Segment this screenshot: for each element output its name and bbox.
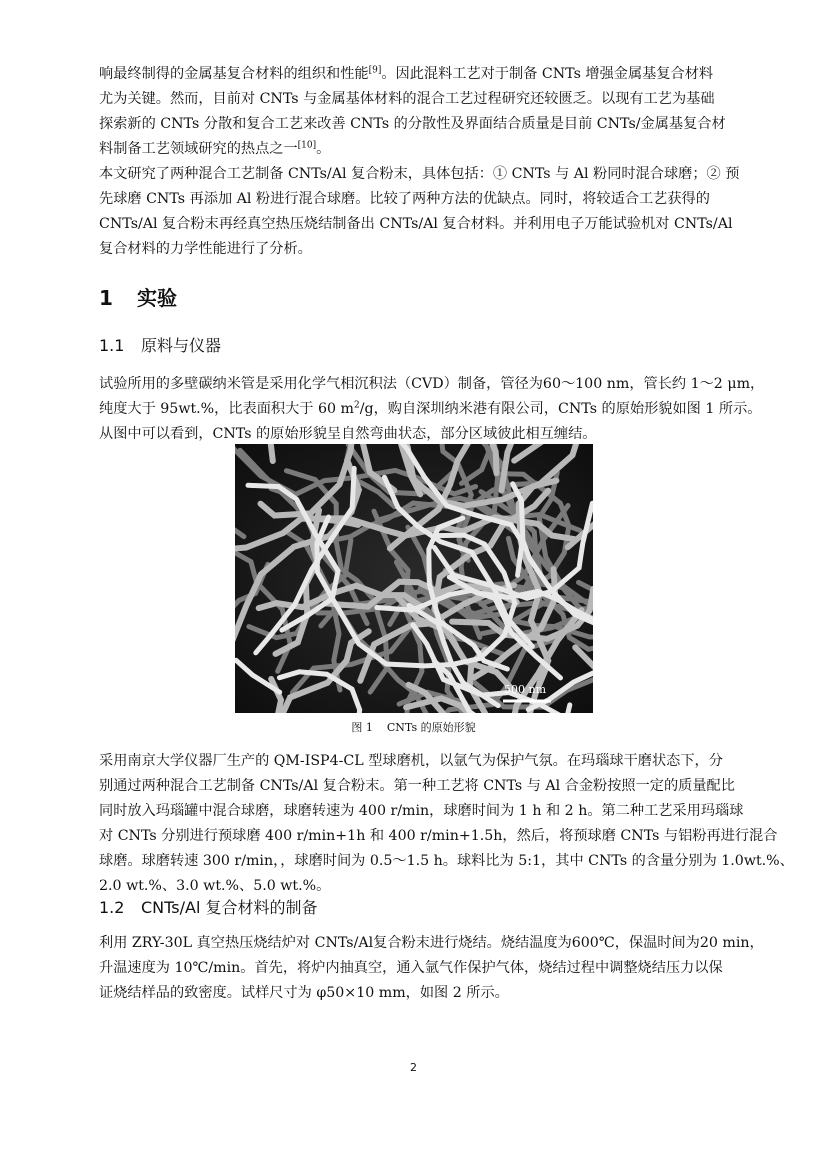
text-line: 先球磨 CNTs 再添加 Al 粉进行混合球磨。比较了两种方法的优缺点。同时，将较适合工艺获得的 [99, 191, 710, 207]
subsection-number: 1.1 [99, 336, 125, 355]
sem-micrograph [235, 444, 593, 713]
subsection-number: 1.2 [99, 898, 125, 917]
text-line: 探索新的 CNTs 分散和复合工艺来改善 CNTs 的分散性及界面结合质量是目前 CNTs/金属基复合材 [99, 116, 726, 132]
figure-caption [0, 719, 827, 735]
text-line: 别通过两种混合工艺制备 CNTs/Al 复合粉末。第一种工艺将 CNTs 与 Al 合金粉按照一定的质量配比 [99, 778, 735, 794]
text-line: 从图中可以看到，CNTs 的原始形貌呈自然弯曲状态，部分区域彼此相互缠结。 [99, 426, 597, 442]
subsection-heading [99, 333, 221, 356]
text-line: 本文研究了两种混合工艺制备 CNTs/Al 复合粉末，具体包括：① CNTs 与 Al 粉同时混合球磨；② 预 [99, 166, 740, 182]
text-line: 料制备工艺领域研究的热点之一[10]。 [99, 140, 331, 157]
subsection-title: 原料与仪器 [141, 336, 222, 355]
text-line: CNTs/Al 复合粉末再经真空热压烧结制备出 CNTs/Al 复合材料。并利用电子万能试验机对 CNTs/Al [99, 216, 733, 232]
text-line: 利用 ZRY-30L 真空热压烧结炉对 CNTs/Al复合粉末进行烧结。烧结温度为600℃，保温时间为20 min， [99, 935, 764, 951]
section-title: 实验 [137, 286, 177, 310]
text-line: 纯度大于 95wt.%，比表面积大于 60 $m^2/g$，购自深圳纳米港有限公司，CNTs 的原始形貌如图 1 所示。 [99, 400, 762, 417]
nanotube-texture [235, 444, 593, 713]
milling-paragraph [99, 749, 794, 899]
subsection-title: CNTs/Al 复合材料的制备 [141, 898, 318, 917]
figure-caption-text: CNTs 的原始形貌 [386, 721, 476, 734]
intro-paragraph [99, 62, 740, 262]
scale-bar-label: 500 nm [504, 683, 547, 696]
text-line: 采用南京大学仪器厂生产的 QM-ISP4-CL 型球磨机，以氩气为保护气氛。在玛瑙球干磨状态下，分 [99, 753, 723, 769]
text-line: 同时放入玛瑙罐中混合球磨，球磨转速为 400 r/min，球磨时间为 1 h 和 2 h。第二种工艺采用玛瑙球 [99, 803, 744, 819]
text-line: 2.0 wt.%、3.0 wt.%、5.0 wt.%。 [99, 878, 331, 894]
section-heading [99, 282, 177, 311]
materials-paragraph [99, 372, 765, 447]
citation-ref[interactable]: [10] [297, 140, 317, 151]
text-line: 响最终制得的金属基复合材料的组织和性能[9]。因此混料工艺对于制备 CNTs 增强金属基复合材料 [99, 65, 714, 82]
sintering-paragraph [99, 931, 764, 1006]
citation-ref[interactable]: [9] [368, 65, 382, 76]
text-line: 尤为关键。然而，目前对 CNTs 与金属基体材料的混合工艺过程研究还较匮乏。以现有工艺为基础 [99, 91, 715, 107]
figure-number: 图 1 [351, 721, 373, 734]
text-line: 复合材料的力学性能进行了分析。 [99, 241, 312, 257]
section-number: 1 [99, 286, 113, 310]
text-line: 球磨。球磨转速 300 r/min，，球磨时间为 0.5～1.5 h。球料比为 5:1，其中 CNTs 的含量分别为 1.0wt.%、 [99, 853, 794, 869]
page-number: 2 [410, 1061, 417, 1074]
subsection-heading [99, 895, 317, 918]
text-line: 试验所用的多壁碳纳米管是采用化学气相沉积法（CVD）制备，管径为60～100 nm，管长约 1～2 μm， [99, 376, 765, 392]
text-line: 升温速度为 10℃/min。首先，将炉内抽真空，通入氩气作保护气体，烧结过程中调整烧结压力以保 [99, 960, 723, 976]
text-line: 对 CNTs 分别进行预球磨 400 r/min+1h 和 400 r/min+1.5h，然后，将预球磨 CNTs 与铝粉再进行混合 [99, 828, 778, 844]
text-line: 证烧结样品的致密度。试样尺寸为 φ50×10 mm，如图 2 所示。 [99, 985, 509, 1001]
